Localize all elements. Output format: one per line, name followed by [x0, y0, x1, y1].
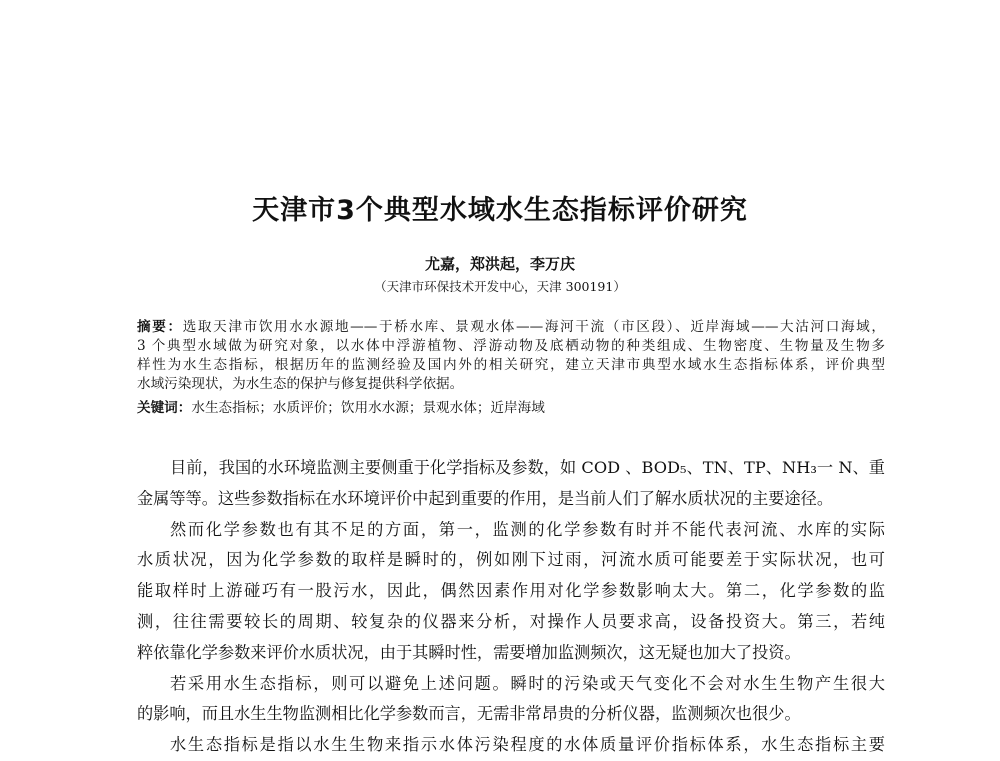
body-line: 的影响，而且水生生物监测相比化学参数而言，无需非常昂贵的分析仪器，监测频次也很少。: [137, 704, 801, 724]
body-line: 然而化学参数也有其不足的方面，第一，监测的化学参数有时并不能代表河流、水库的实际: [170, 519, 885, 539]
abstract-line: 样性为水生态指标，根据历年的监测经验及国内外的相关研究，建立天津市典型水域水生态指标体系，评价典型: [137, 357, 885, 373]
body-line: 测，往往需要较长的周期、较复杂的仪器来分析，对操作人员要求高，设备投资大。第三，若纯: [137, 611, 885, 631]
body-line: 水质状况，因为化学参数的取样是瞬时的，例如刚下过雨，河流水质可能要差于实际状况，也可: [137, 550, 885, 570]
body-line: 金属等等。这些参数指标在水环境评价中起到重要的作用，是当前人们了解水质状况的主要途径。: [137, 488, 834, 508]
body-line: 能取样时上游碰巧有一股污水，因此，偶然因素作用对化学参数影响太大。第二，化学参数的监: [137, 581, 885, 601]
body-text: [137, 453, 885, 761]
abstract-line: 摘要：选取天津市饮用水水源地——于桥水库、景观水体——海河干流（市区段）、近岸海域——大沽河口海域，: [137, 319, 885, 335]
keywords-label: 关键词：: [137, 400, 192, 416]
affiliation: （天津市环保技术开发中心，天津 300191）: [374, 279, 626, 294]
body-line: 粹依靠化学参数来评价水质状况，由于其瞬时性，需要增加监测频次，这无疑也加大了投资。: [137, 642, 801, 662]
keywords-text: 水生态指标；水质评价；饮用水水源；景观水体；近岸海域: [191, 400, 545, 416]
abstract-line: 3 个典型水域做为研究对象，以水体中浮游植物、浮游动物及底栖动物的种类组成、生物密度、生物量及生物多: [137, 338, 885, 354]
abstract-line: 水域污染现状，为水生态的保护与修复提供科学依据。: [137, 376, 464, 392]
body-line: 水生态指标是指以水生生物来指示水体污染程度的水体质量评价指标体系，水生态指标主要: [170, 735, 885, 755]
abstract-label: 摘要：: [137, 319, 183, 335]
body-line: 若采用水生态指标，则可以避免上述问题。瞬时的污染或天气变化不会对水生生物产生很大: [170, 673, 885, 693]
body-line: 目前，我国的水环境监测主要侧重于化学指标及参数，如 COD 、BOD₅、TN、TP、NH₃一 N、重: [170, 458, 885, 477]
paper-title: 天津市3个典型水域水生态指标评价研究: [252, 195, 748, 226]
abstract: [137, 318, 885, 394]
keywords: [137, 399, 545, 418]
authors: 尤嘉，郑洪起，李万庆: [424, 255, 575, 273]
